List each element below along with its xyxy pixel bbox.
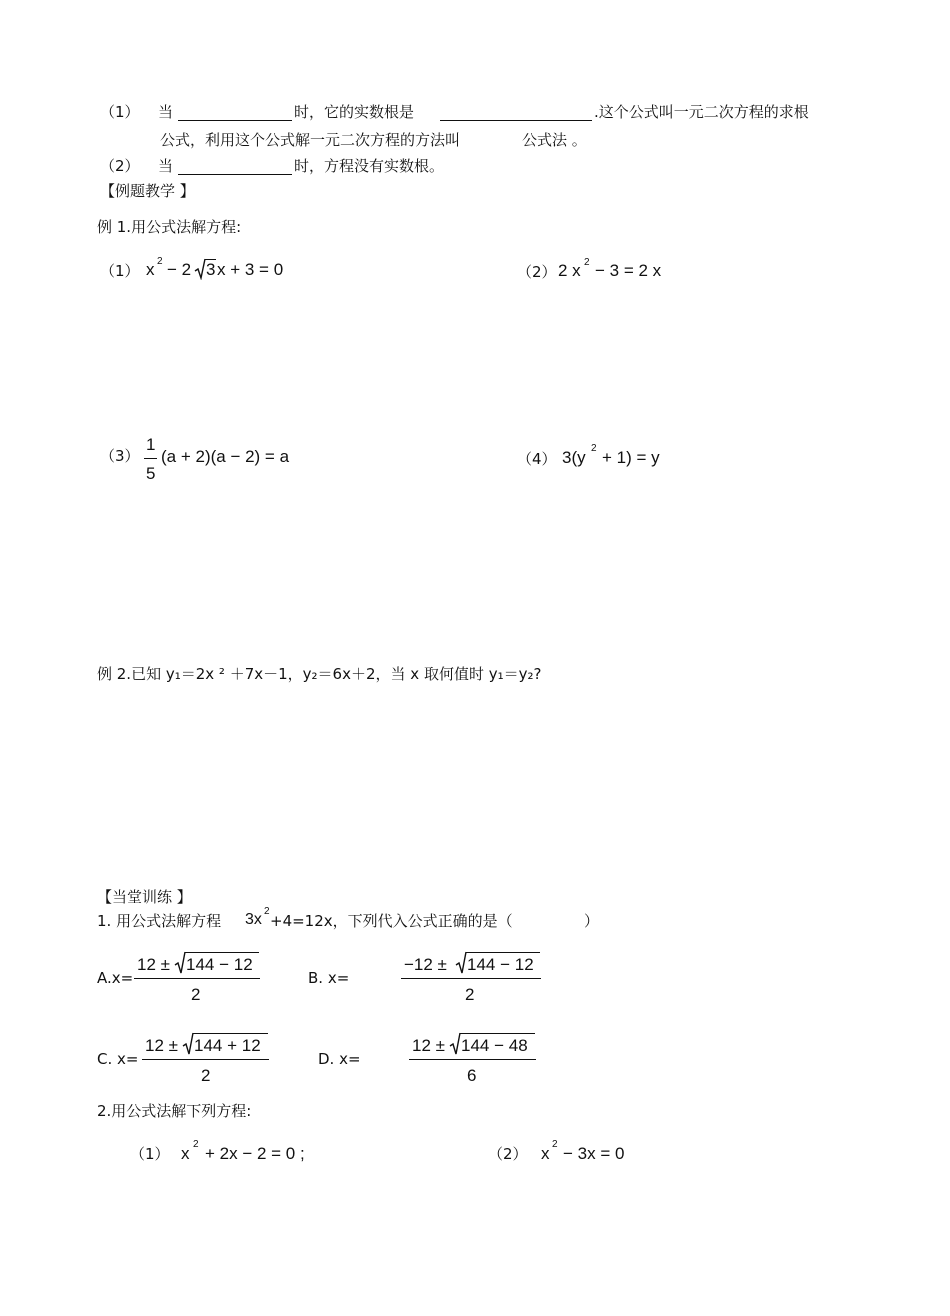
- math-var: x: [541, 1144, 550, 1163]
- fraction-bar: [142, 1059, 269, 1060]
- problem-number: （1）: [100, 262, 140, 280]
- exponent: 2: [193, 1139, 199, 1150]
- math-radicand: 3: [206, 260, 216, 279]
- fraction-numerator: 12 ±: [412, 1036, 445, 1055]
- math-term: − 3 = 2 x: [595, 261, 662, 280]
- math-term: − 3x = 0: [563, 1144, 625, 1163]
- question-title: 2.用公式法解下列方程:: [97, 1102, 252, 1120]
- fraction-bar: [409, 1059, 536, 1060]
- item-text: 时，方程没有实数根。: [294, 157, 445, 175]
- problem-number: （2）: [517, 263, 557, 281]
- exponent: 2: [552, 1139, 558, 1150]
- fraction-denominator: 6: [467, 1066, 477, 1085]
- answer-blank[interactable]: [440, 120, 592, 121]
- math-term: + 2x − 2 = 0 ;: [205, 1144, 305, 1163]
- radical-icon: [174, 951, 186, 975]
- item-text: 公式，利用这个公式解一元二次方程的方法叫: [160, 131, 461, 149]
- question-stem: ）: [584, 912, 600, 930]
- problem-number: （1）: [130, 1145, 170, 1163]
- example-title: 例 1.用公式法解方程:: [97, 218, 242, 236]
- item-number: （2）: [100, 157, 140, 175]
- option-label: B. x=: [308, 969, 350, 987]
- item-text: 当: [158, 103, 174, 121]
- fraction-numerator: 1: [146, 435, 156, 454]
- problem-number: （4）: [517, 450, 557, 468]
- item-number: （1）: [100, 103, 140, 121]
- exponent: 2: [591, 443, 597, 454]
- math-term: + 1) = y: [602, 448, 660, 467]
- fraction-bar: [134, 978, 260, 979]
- exponent: 2: [264, 906, 270, 917]
- fraction-numerator: −12 ±: [404, 955, 447, 974]
- item-text: 公式法 。: [522, 131, 587, 149]
- item-text: 当: [158, 157, 174, 175]
- math-term: (a + 2)(a − 2) = a: [161, 447, 290, 466]
- problem-number: （3）: [100, 447, 140, 465]
- radical-icon: [455, 951, 467, 975]
- fraction-denominator: 2: [191, 985, 201, 1004]
- exponent: 2: [584, 257, 590, 268]
- radical-icon: [449, 1032, 461, 1056]
- radical-bar: [185, 952, 259, 953]
- math-term: 3x: [245, 911, 262, 928]
- fraction-numerator: 12 ±: [145, 1036, 178, 1055]
- fraction-bar: [144, 458, 157, 459]
- answer-blank[interactable]: [178, 120, 292, 121]
- math-term: 3(y: [562, 448, 586, 467]
- option-label: C. x=: [97, 1050, 139, 1068]
- answer-blank[interactable]: [178, 174, 292, 175]
- math-radicand: 144 + 12: [194, 1036, 261, 1055]
- fraction-numerator: 12 ±: [137, 955, 170, 974]
- question-stem: +4=12x，下列代入公式正确的是（: [270, 912, 513, 930]
- option-label: D. x=: [318, 1050, 361, 1068]
- item-text: .这个公式叫一元二次方程的求根: [594, 103, 809, 121]
- radical-bar: [193, 1033, 268, 1034]
- section-heading: 【当堂训练 】: [97, 888, 192, 906]
- radical-bar: [460, 1033, 535, 1034]
- fraction-denominator: 5: [146, 464, 156, 483]
- fraction-bar: [401, 978, 541, 979]
- example-2-text: 例 2.已知 y₁＝2x ² ＋7x－1，y₂＝6x＋2，当 x 取何值时 y₁＝y₂?: [97, 665, 542, 683]
- fraction-denominator: 2: [201, 1066, 211, 1085]
- exponent: 2: [157, 256, 163, 267]
- fraction-denominator: 2: [465, 985, 475, 1004]
- math-radicand: 144 − 48: [461, 1036, 528, 1055]
- section-heading: 【例题教学 】: [100, 182, 195, 200]
- math-var: x: [181, 1144, 190, 1163]
- problem-number: （2）: [488, 1145, 528, 1163]
- radical-bar: [466, 952, 540, 953]
- item-text: 时，它的实数根是: [294, 103, 415, 121]
- radical-icon: [182, 1032, 194, 1056]
- math-term: x + 3 = 0: [217, 260, 284, 279]
- question-stem: 1. 用公式法解方程: [97, 912, 222, 930]
- math-term: 2 x: [558, 261, 581, 280]
- math-radicand: 144 − 12: [467, 955, 534, 974]
- option-label: A.x=: [97, 969, 134, 987]
- radical-icon: [194, 258, 206, 280]
- math-radicand: 144 − 12: [186, 955, 253, 974]
- math-term: − 2: [167, 260, 192, 279]
- math-var: x: [146, 260, 155, 279]
